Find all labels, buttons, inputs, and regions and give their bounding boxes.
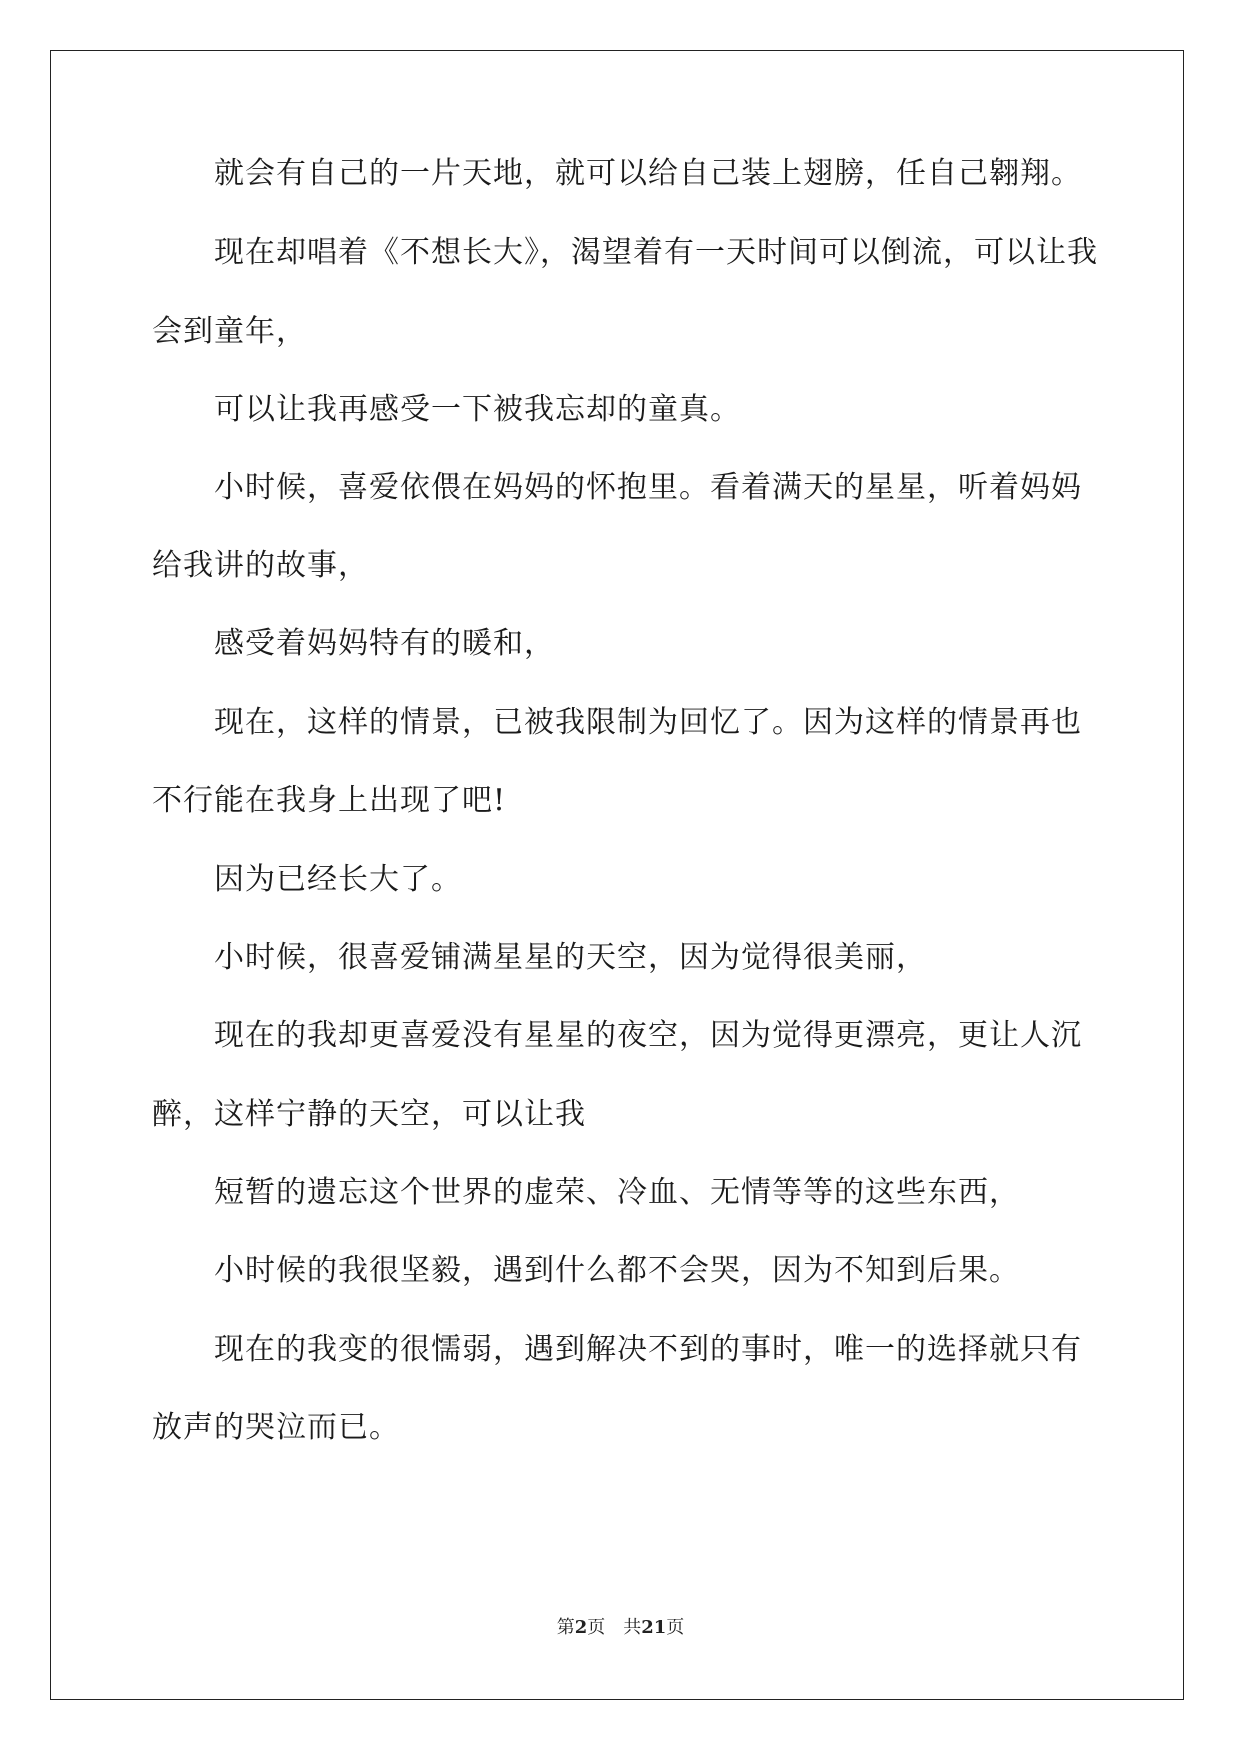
text-line: 短暂的遗忘这个世界的虚荣、冷血、无情等等的这些东西， [214,1175,1020,1210]
text-line: 会到童年， [152,314,307,349]
page-label-prefix: 第 [556,1617,575,1638]
total-label-suffix: 页 [666,1617,685,1638]
text-line: 小时候，很喜爱铺满星星的天空，因为觉得很美丽， [214,940,927,975]
text-line: 可以让我再感受一下被我忘却的童真。 [214,392,741,427]
total-label-prefix: 共 [623,1617,642,1638]
text-line: 不行能在我身上出现了吧! [152,783,507,818]
text-line: 现在却唱着《不想长大》，渴望着有一天时间可以倒流，可以让我 [214,235,1098,270]
text-line: 放声的哭泣而已。 [152,1410,400,1445]
text-line: 就会有自己的一片天地，就可以给自己装上翅膀，任自己翱翔。 [214,156,1082,191]
page-number: 2 [574,1617,588,1638]
text-line: 给我讲的故事， [152,548,369,583]
page-label-suffix: 页 [587,1617,606,1638]
text-line: 小时候，喜爱依偎在妈妈的怀抱里。看着满天的星星，听着妈妈 [214,470,1082,505]
text-line: 醉，这样宁静的天空，可以让我 [152,1097,586,1132]
page-footer [0,1616,1241,1640]
text-line: 感受着妈妈特有的暖和， [214,626,555,661]
text-line: 现在的我变的很懦弱，遇到解决不到的事时，唯一的选择就只有 [214,1332,1082,1367]
text-line: 因为已经长大了。 [214,862,462,897]
text-line: 现在的我却更喜爱没有星星的夜空，因为觉得更漂亮，更让人沉 [214,1018,1082,1053]
text-line: 小时候的我很坚毅，遇到什么都不会哭，因为不知到后果。 [214,1253,1020,1288]
text-line: 现在，这样的情景，已被我限制为回忆了。因为这样的情景再也 [214,705,1082,740]
total-pages: 21 [641,1617,667,1638]
